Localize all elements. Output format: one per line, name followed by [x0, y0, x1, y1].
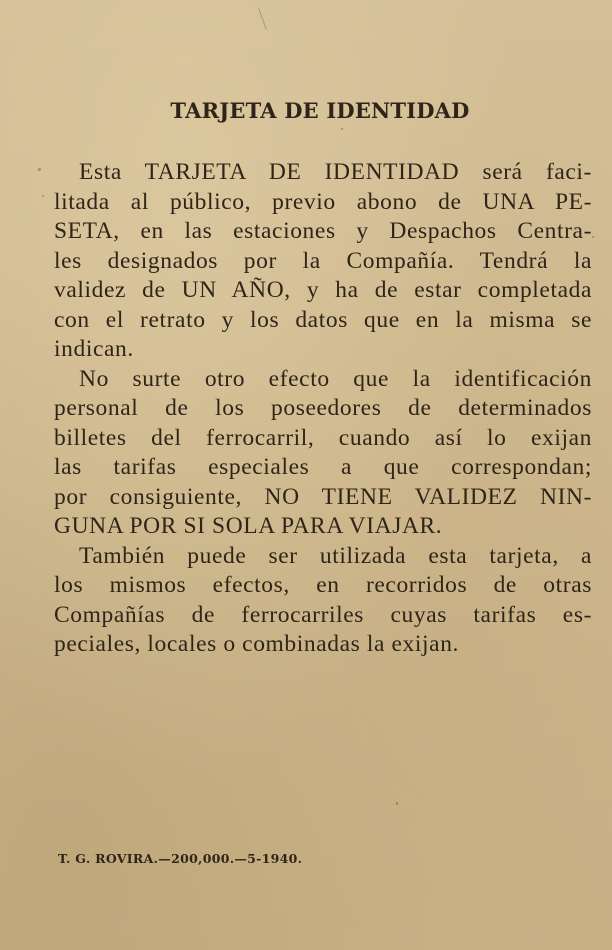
text-line: Compañías de ferrocarriles cuyas tarifas es-: [54, 601, 592, 628]
text-line: billetes del ferrocarril, cuando así lo exijan: [54, 424, 592, 451]
text-line: GUNA POR SI SOLA PARA VIAJAR.: [54, 513, 443, 539]
paper-speck: [38, 168, 41, 171]
paper-speck: [592, 236, 594, 238]
text-line: No surte otro efecto que la identificación: [79, 365, 592, 392]
text-line: personal de los poseedores de determinados: [54, 395, 592, 421]
text-line: las tarifas especiales a que correspondan;: [54, 454, 592, 480]
paper-speck: [396, 802, 398, 805]
paper-crease: [258, 8, 266, 29]
text-line: validez de UN AÑO, y ha de estar completada: [54, 277, 592, 303]
text-line: por consiguiente, NO TIENE VALIDEZ NIN-: [54, 483, 592, 510]
paper-speck: [341, 128, 343, 130]
text-line: También puede ser utilizada esta tarjeta, a: [79, 542, 592, 569]
text-line: los mismos efectos, en recorridos de otras: [54, 572, 592, 598]
paper-speck: [42, 195, 44, 197]
text-line: indican.: [54, 336, 134, 362]
card-title: TARJETA DE IDENTIDAD: [170, 98, 470, 123]
text-line: les designados por la Compañía. Tendrá la: [54, 247, 592, 274]
card-body: [54, 158, 592, 660]
text-line: peciales, locales o combinadas la exijan.: [54, 631, 460, 657]
text-line: SETA, en las estaciones y Despachos Centra-: [54, 218, 592, 244]
text-line: litada al público, previo abono de UNA PE-: [54, 188, 592, 215]
text-line: con el retrato y los datos que en la misma se: [54, 306, 592, 333]
text-line: Esta TARJETA DE IDENTIDAD será faci-: [79, 159, 592, 185]
printer-imprint: T. G. ROVIRA.—200,000.—5-1940.: [58, 851, 303, 866]
